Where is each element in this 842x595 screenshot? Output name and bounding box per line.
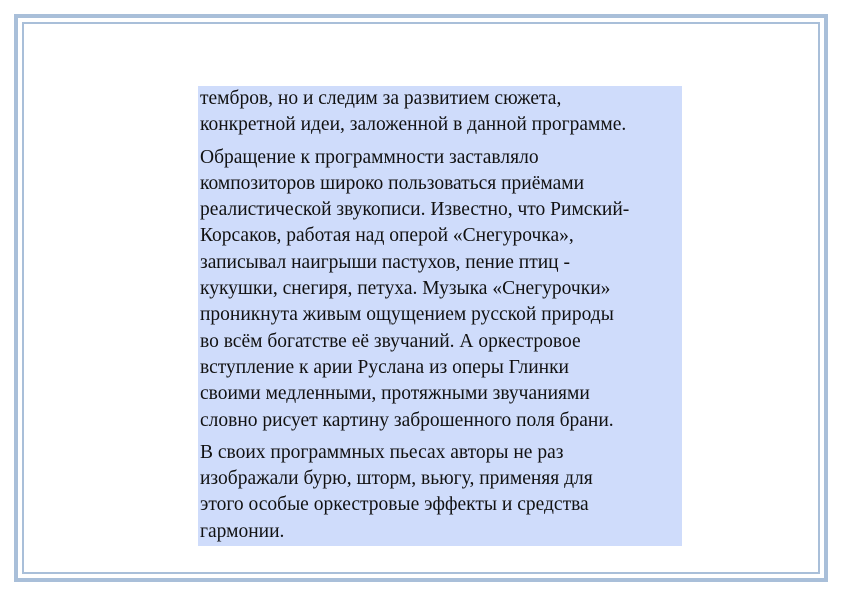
text-line: записывал наигрыши пастухов, пение птиц -: [200, 251, 570, 273]
text-line: проникнута живым ощущением русской природы: [200, 304, 614, 326]
text-line: реалистической звукописи. Известно, что Римский-: [200, 199, 630, 221]
paragraph-2: [200, 145, 682, 434]
text-line: изображали бурю, шторм, вьюгу, применяя для: [200, 468, 593, 490]
text-line: конкретной идеи, заложенной в данной программе.: [200, 114, 627, 136]
text-line: вступление к арии Руслана из оперы Глинки: [200, 356, 569, 378]
text-line: этого особые оркестровые эффекты и средства: [200, 494, 589, 516]
text-line: композиторов широко пользоваться приёмами: [200, 172, 585, 194]
text-line: Корсаков, работая над оперой «Снегурочка»,: [200, 225, 574, 247]
text-line: Обращение к программности заставляло: [200, 146, 539, 168]
text-line: кукушки, снегиря, петуха. Музыка «Снегурочки»: [200, 278, 611, 300]
text-line: словно рисует картину заброшенного поля брани.: [200, 409, 614, 431]
text-box: [198, 86, 682, 546]
text-line: гармонии.: [200, 520, 285, 542]
text-line: В своих программных пьесах авторы не раз: [200, 441, 564, 463]
text-line: тембров, но и следим за развитием сюжета,: [200, 88, 562, 109]
paragraph-3: [200, 440, 682, 545]
text-line: во всём богатстве её звучаний. А оркестровое: [200, 330, 581, 352]
paragraph-1: [200, 86, 682, 139]
text-line: своими медленными, протяжными звучаниями: [200, 383, 590, 405]
